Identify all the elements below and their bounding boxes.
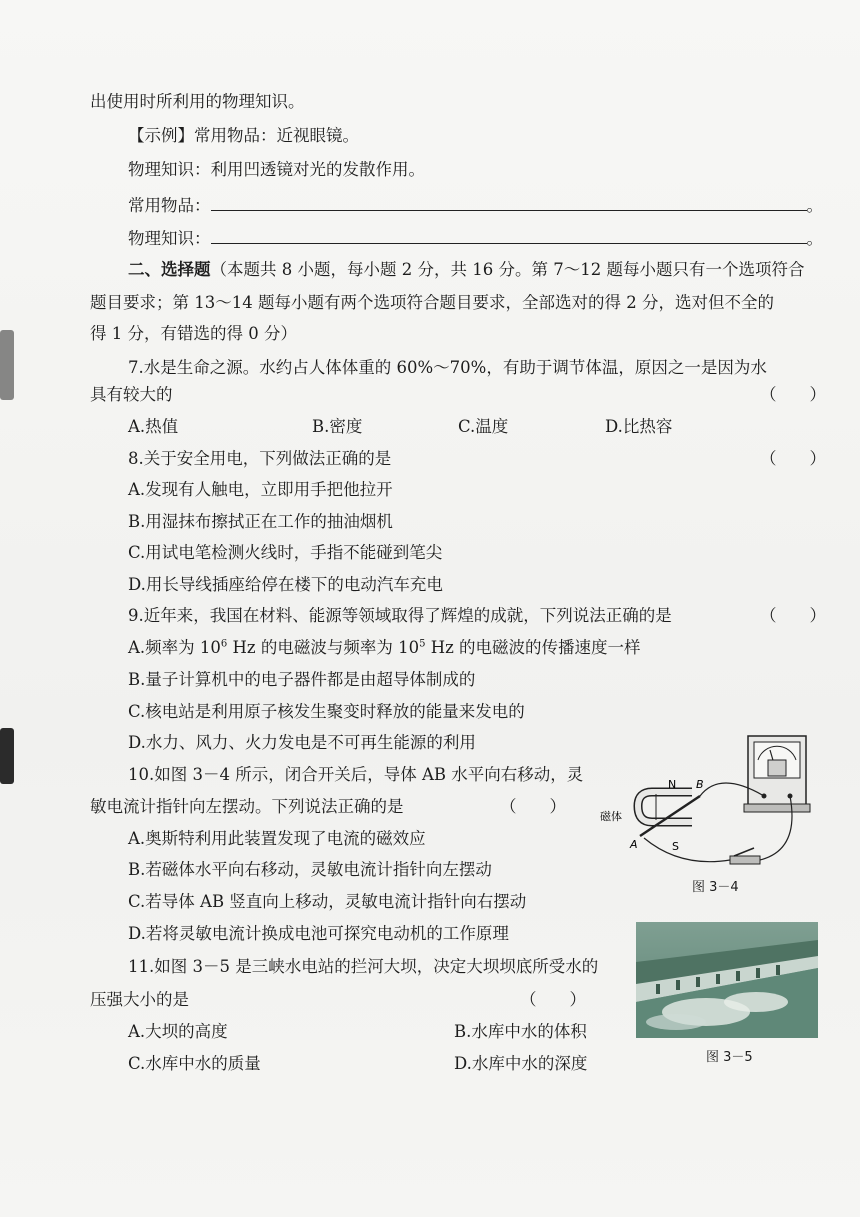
q8-stem: 8.关于安全用电，下列做法正确的是	[128, 449, 392, 468]
q9-option-c[interactable]: C.核电站是利用原子核发生聚变时释放的能量来发电的	[128, 702, 525, 721]
q11-answer-paren[interactable]: （ ）	[520, 990, 586, 1009]
a-label: A	[630, 838, 638, 851]
scan-edge-shadow	[0, 728, 14, 784]
q9-a-exp2: 5	[419, 638, 426, 650]
q9-answer-paren[interactable]: （ ）	[760, 606, 826, 625]
item-answer-blank[interactable]	[211, 192, 807, 211]
q8-option-b[interactable]: B.用湿抹布擦拭正在工作的抽油烟机	[128, 512, 393, 531]
q8-answer-paren[interactable]: （ ）	[760, 449, 826, 468]
q9-a-mid: Hz 的电磁波与频率为 10	[227, 638, 420, 657]
intro-line: 出使用时所利用的物理知识。	[90, 92, 305, 111]
q8-option-d[interactable]: D.用长导线插座给停在楼下的电动汽车充电	[128, 575, 443, 594]
q7-option-c[interactable]: C.温度	[458, 417, 509, 436]
section-header	[128, 258, 804, 282]
example-line: 【示例】常用物品：近视眼镜。	[128, 126, 359, 145]
example-knowledge-line: 物理知识：利用凹透镜对光的发散作用。	[128, 160, 425, 179]
conductor-ab	[640, 796, 700, 836]
knowledge-period: 。	[806, 229, 823, 248]
section-desc: （本题共 8 小题，每小题 2 分，共 16 分。第 7～12 题每小题只有一个选项符合	[210, 260, 805, 279]
q11-option-c[interactable]: C.水库中水的质量	[128, 1054, 261, 1073]
scan-edge-shadow	[0, 330, 14, 400]
q7-stem: 7.水是生命之源。水约占人体体重的 60%～70%，有助于调节体温，原因之一是因为水	[128, 358, 767, 377]
q8-option-c[interactable]: C.用试电笔检测火线时，手指不能碰到笔尖	[128, 543, 443, 562]
q10-stem: 10.如图 3－4 所示，闭合开关后，导体 AB 水平向右移动，灵	[128, 765, 584, 784]
section-desc-2: 题目要求；第 13～14 题每小题有两个选项符合题目要求，全部选对的得 2 分，选对但不全的	[90, 293, 774, 312]
q7-option-b[interactable]: B.密度	[312, 417, 363, 436]
q11-option-d[interactable]: D.水库中水的深度	[454, 1054, 588, 1073]
q7-answer-paren[interactable]: （ ）	[760, 385, 826, 404]
q7-option-d[interactable]: D.比热容	[605, 417, 673, 436]
q10-option-a[interactable]: A.奥斯特利用此装置发现了电流的磁效应	[128, 829, 426, 848]
item-period: 。	[806, 196, 823, 215]
galvanometer-icon	[744, 736, 810, 812]
figure-3-5-caption: 图 3－5	[706, 1050, 753, 1065]
figure-3-4-caption: 图 3－4	[692, 880, 739, 895]
section-title: 二、选择题	[128, 260, 211, 279]
q7-stem-2: 具有较大的	[90, 385, 173, 404]
q11-stem-2: 压强大小的是	[90, 990, 189, 1009]
item-label: 常用物品：	[128, 196, 211, 215]
figure-3-4-electromagnetic-induction	[600, 730, 815, 880]
q11-option-a[interactable]: A.大坝的高度	[128, 1022, 228, 1041]
knowledge-answer-line	[128, 225, 823, 251]
q9-a-post: Hz 的电磁波的传播速度一样	[425, 638, 641, 657]
knowledge-label: 物理知识：	[128, 229, 211, 248]
switch-icon	[730, 848, 760, 864]
knowledge-answer-blank[interactable]	[211, 225, 807, 244]
q9-stem: 9.近年来，我国在材料、能源等领域取得了辉煌的成就，下列说法正确的是	[128, 606, 672, 625]
section-desc-3: 得 1 分，有错选的得 0 分）	[90, 324, 297, 343]
q9-option-b[interactable]: B.量子计算机中的电子器件都是由超导体制成的	[128, 670, 476, 689]
q9-option-d[interactable]: D.水力、风力、火力发电是不可再生能源的利用	[128, 733, 476, 752]
q9-a-exp1: 6	[220, 638, 228, 650]
n-pole-label: N	[668, 778, 677, 791]
item-answer-line	[128, 192, 823, 218]
magnet-label: 磁体	[600, 810, 622, 823]
figure-3-5-three-gorges-dam-photo	[636, 922, 818, 1038]
q9-option-a[interactable]	[128, 636, 641, 660]
s-pole-label: S	[672, 840, 679, 853]
q10-option-c[interactable]: C.若导体 AB 竖直向上移动，灵敏电流计指针向右摆动	[128, 892, 527, 911]
q7-option-a[interactable]: A.热值	[128, 417, 179, 436]
q10-option-b[interactable]: B.若磁体水平向右移动，灵敏电流计指针向左摆动	[128, 860, 492, 879]
q11-stem: 11.如图 3－5 是三峡水电站的拦河大坝，决定大坝坝底所受水的	[128, 957, 599, 976]
q10-option-d[interactable]: D.若将灵敏电流计换成电池可探究电动机的工作原理	[128, 924, 509, 943]
q11-option-b[interactable]: B.水库中水的体积	[454, 1022, 587, 1041]
q8-option-a[interactable]: A.发现有人触电，立即用手把他拉开	[128, 480, 393, 499]
q9-a-pre: A.频率为 10	[128, 638, 221, 657]
q10-stem-2: 敏电流计指针向左摆动。下列说法正确的是	[90, 797, 404, 816]
b-label: B	[696, 778, 704, 791]
q10-answer-paren[interactable]: （ ）	[500, 797, 566, 816]
